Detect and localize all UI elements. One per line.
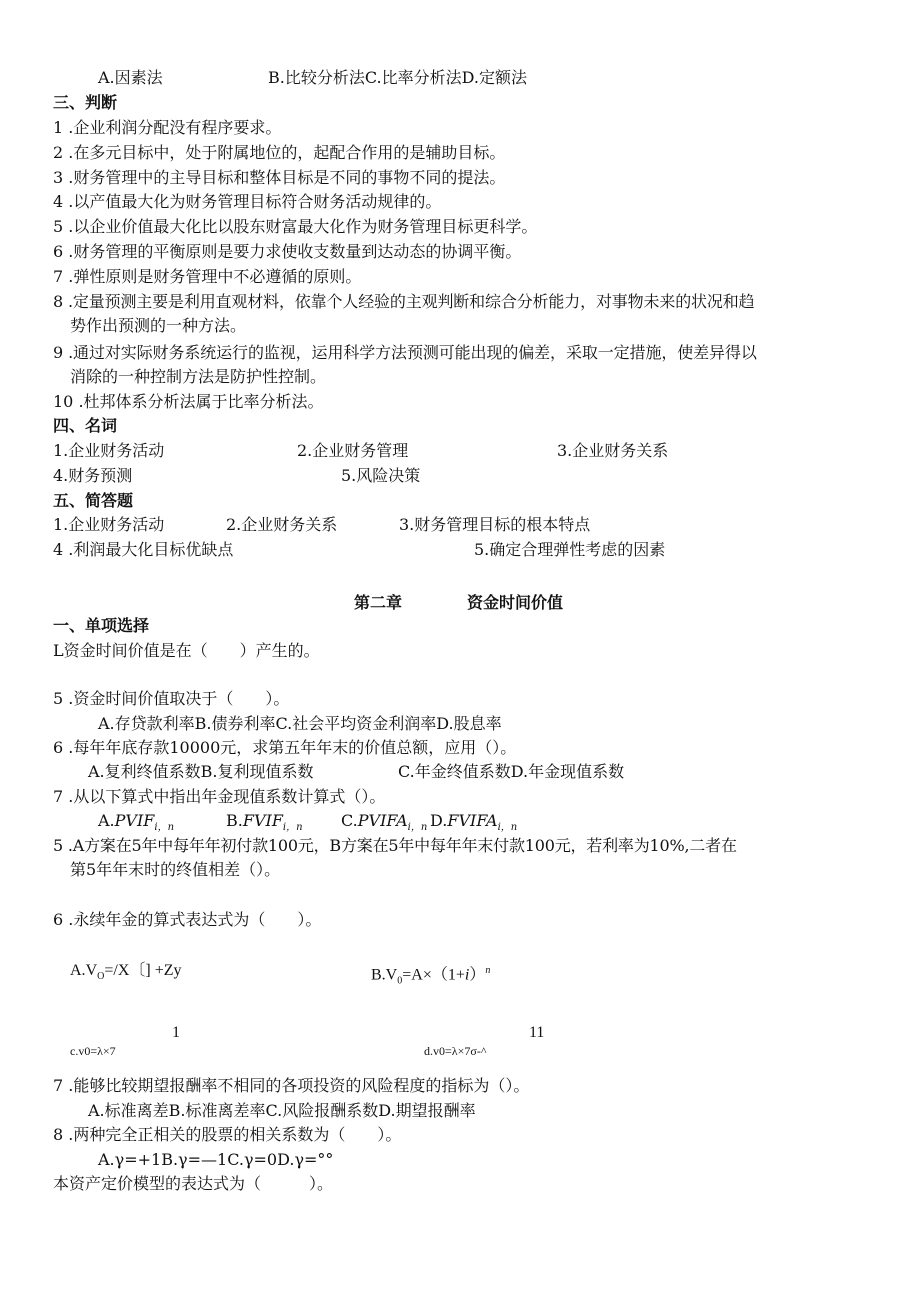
option-bcd: B.比较分析法C.比率分析法D.定额法 [268, 68, 527, 87]
list-item: 8 .定量预测主要是利用直观材料，依靠个人经验的主观判断和综合分析能力，对事物未来的状况和趋 [53, 292, 755, 311]
question-item: 5 .资金时间价值取决于（ ）。 [53, 689, 290, 708]
list-item: 1 .企业利润分配没有程序要求。 [53, 118, 282, 137]
list-item: 5 .以企业价值最大化比以股东财富最大化作为财务管理目标更科学。 [53, 217, 538, 236]
list-item-continued: 消除的一种控制方法是防护性控制。 [70, 367, 327, 386]
formula-rest: =/X〔] +Zy [104, 962, 182, 979]
question-item: 5.确定合理弹性考虑的因素 [474, 540, 666, 559]
formula-option-d: d.v0=λ×7σ-^ [424, 1044, 487, 1058]
formula-variable: i [464, 966, 470, 984]
list-item: 2 .在多元目标中，处于附属地位的，起配合作用的是辅助目标。 [53, 143, 506, 162]
chapter-number: 第二章 [354, 593, 403, 612]
section-heading-single-choice: 一、单项选择 [53, 616, 150, 635]
option-label: B. [371, 966, 386, 984]
question-options: C.年金终值系数D.年金现值系数 [398, 762, 625, 781]
formula-option-b [371, 960, 490, 993]
list-item: 6 .财务管理的平衡原则是要力求使收支数量到达动态的协调平衡。 [53, 242, 522, 261]
option-label: B. [226, 811, 243, 830]
formula-main: V [85, 962, 98, 979]
formula-close: ） [469, 966, 486, 984]
term-item: 1.企业财务活动 [53, 441, 165, 460]
question-item: 2.企业财务关系 [226, 515, 338, 534]
formula-main: V [385, 966, 398, 984]
question-item: 5 .A方案在5年中每年年初付款100元，B方案在5年中每年年末付款100元，若利率为10%,二者在 [53, 836, 737, 855]
question-options: A.γ=+1B.γ=—1C.γ=0D.γ=°° [98, 1150, 334, 1169]
formula-main: PVIFA [357, 811, 408, 830]
term-item: 5.风险决策 [341, 466, 421, 485]
question-item: 4 .利润最大化目标优缺点 [53, 540, 234, 559]
question-options: A.标准离差B.标准离差率C.风险报酬系数D.期望报酬率 [88, 1101, 476, 1120]
list-item: 3 .财务管理中的主导目标和整体目标是不同的事物不同的提法。 [53, 168, 506, 187]
question-options: A.复利终值系数B.复利现值系数 [88, 762, 314, 781]
formula-subscript: i，n [282, 822, 303, 834]
term-item: 4.财务预测 [53, 466, 133, 485]
question-item-continued: 第5年年末时的终值相差（）。 [70, 860, 281, 879]
formula-numerator: 11 [529, 1024, 545, 1041]
question-options: A.存贷款利率B.债券利率C.社会平均资金利润率D.股息率 [98, 714, 502, 733]
term-item: 2.企业财务管理 [297, 441, 409, 460]
formula-numerator: 1 [172, 1024, 180, 1041]
question-item: 6 .永续年金的算式表达式为（ ）。 [53, 910, 322, 929]
term-item: 3.企业财务关系 [557, 441, 669, 460]
formula-option-c: c.v0=λ×7 [70, 1044, 116, 1058]
question-item: 1.企业财务活动 [53, 515, 165, 534]
option-label: D. [430, 811, 448, 830]
section-heading-judge: 三、判断 [53, 93, 118, 112]
formula-main: PVIF [114, 811, 155, 830]
formula-subscript: i，n [407, 822, 428, 834]
question-item: 3.财务管理目标的根本特点 [399, 515, 591, 534]
formula-superscript: n [485, 965, 491, 976]
option-label: C. [341, 811, 358, 830]
question-item: 7 .能够比较期望报酬率不相同的各项投资的风险程度的指标为（）。 [53, 1076, 530, 1095]
list-item-continued: 势作出预测的一种方法。 [70, 316, 247, 335]
list-item: 10 .杜邦体系分析法属于比率分析法。 [53, 392, 324, 411]
option-a: A.因素法 [98, 68, 163, 87]
formula-rest: =A×（1+ [402, 966, 465, 984]
list-item: 9 .通过对实际财务系统运行的监视，运用科学方法预测可能出现的偏差，采取一定措施，使差异得以 [53, 343, 757, 362]
question-item: 7 .从以下算式中指出年金现值系数计算式（）。 [53, 787, 386, 806]
question-item: 本资产定价模型的表达式为（ ）。 [53, 1174, 334, 1193]
formula-main: FVIFA [447, 811, 498, 830]
question-item: 6 .每年年底存款10000元，求第五年年末的价值总额，应用（）。 [53, 738, 517, 757]
section-heading-short-answer: 五、简答题 [53, 491, 134, 510]
section-heading-terms: 四、名词 [53, 416, 118, 435]
list-item: 7 .弹性原则是财务管理中不必遵循的原则。 [53, 267, 362, 286]
list-item: 4 .以产值最大化为财务管理目标符合财务活动规律的。 [53, 192, 442, 211]
formula-main: FVIF [242, 811, 283, 830]
formula-subscript: i，n [497, 822, 518, 834]
option-label: A. [98, 811, 115, 830]
question-item: L资金时间价值是在（ ）产生的。 [53, 641, 320, 660]
option-label: A. [70, 962, 86, 979]
chapter-title: 资金时间价值 [467, 593, 564, 612]
formula-option-a [70, 960, 182, 988]
formula-subscript: O [97, 971, 105, 983]
question-item: 8 .两种完全正相关的股票的相关系数为（ ）。 [53, 1125, 402, 1144]
formula-subscript: 0 [397, 975, 403, 987]
formula-subscript: i，n [154, 822, 175, 834]
